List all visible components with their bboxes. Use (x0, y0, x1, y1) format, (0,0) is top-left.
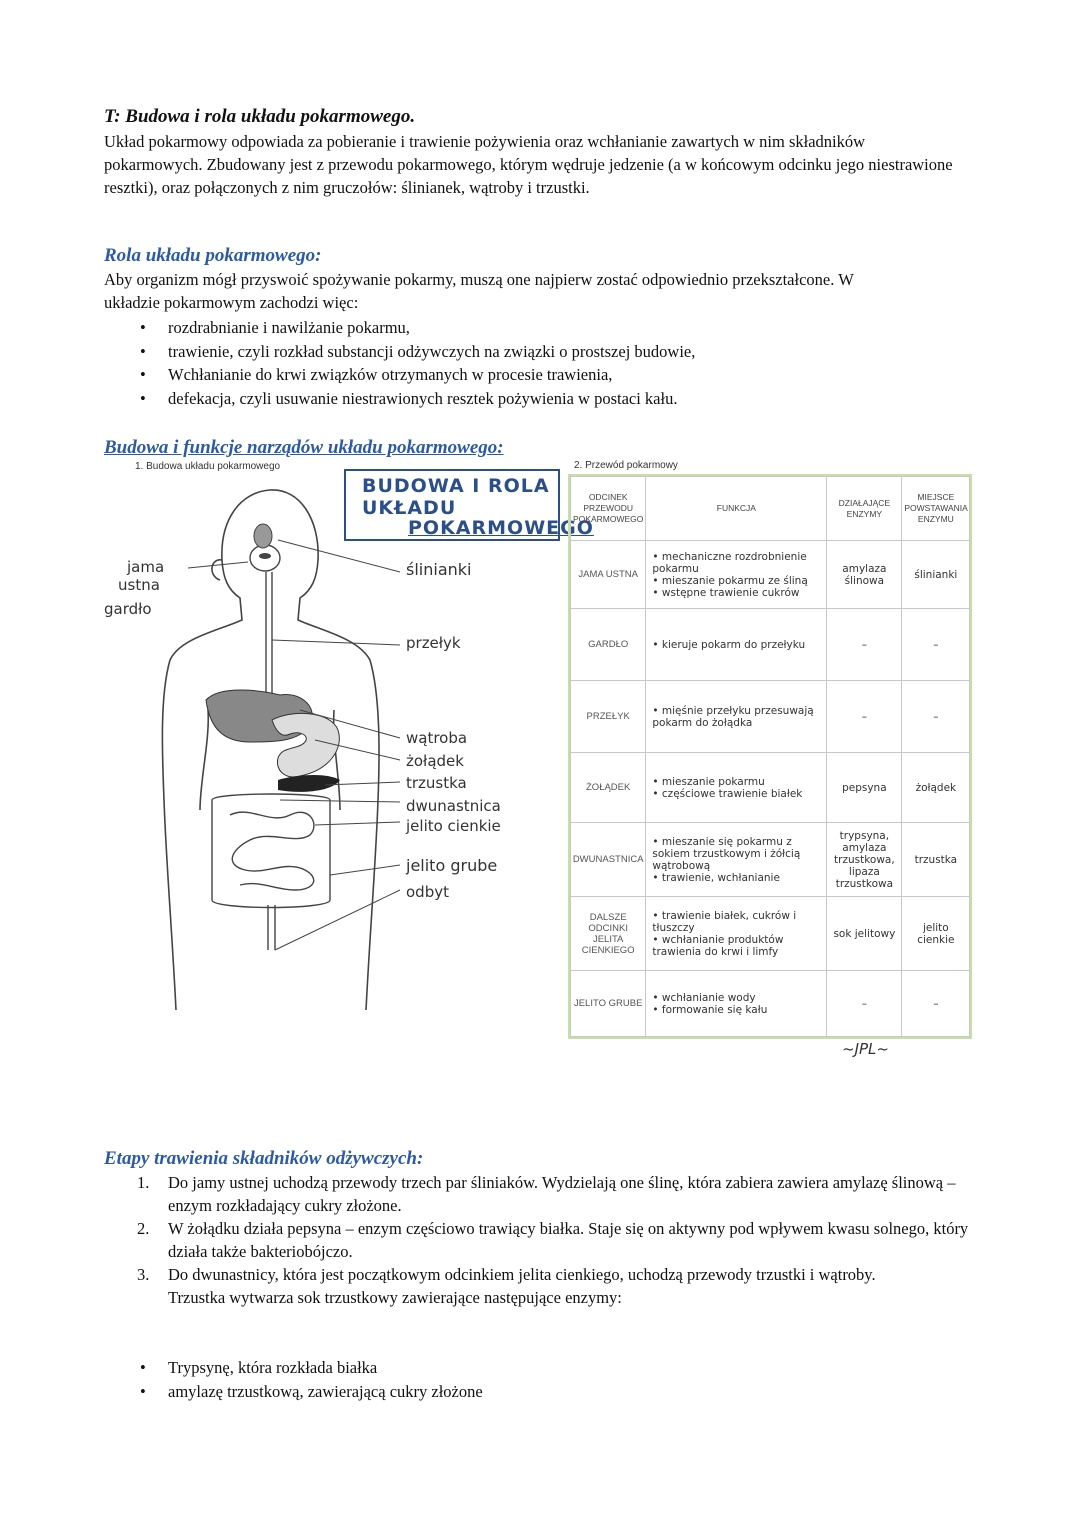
page-title: T: Budowa i rola układu pokarmowego. (104, 106, 416, 127)
tongue (259, 553, 271, 559)
diagram-caption: 1. Budowa układu pokarmowego (135, 461, 281, 472)
enzymes-list (104, 1356, 964, 1403)
label-watroba: wątroba (406, 729, 468, 747)
item-number: 2. (137, 1219, 150, 1238)
stages-heading: Etapy trawienia składników odżywczych: (104, 1148, 424, 1169)
intro-paragraph: Układ pokarmowy odpowiada za pobieranie i trawienie pożywienia oraz wchłanianie zawartych w nim składników pokarmowych. Zbudowany jest z przewodu pokarmowego, którym wędruje jedzenie (a w końcowym odcinku jego niestrawione resztki), oraz połączonych z nim gruczołów: ślinianek, wątroby i trzustki. (104, 132, 953, 197)
box-title-line-2: UKŁADU (362, 497, 457, 519)
label-jama: jama (127, 558, 165, 576)
list-item: • trawienie, czyli rozkład substancji odżywczych na związki o prostszej budowie, (104, 340, 964, 364)
place-cell: – (902, 681, 970, 753)
list-item (104, 1171, 984, 1217)
pancreas (278, 775, 340, 792)
body-outline (162, 490, 379, 1010)
segment-cell: PRZEŁYK (571, 681, 646, 753)
label-slinianki: ślinianki (406, 560, 472, 579)
segment-cell: DWUNASTNICA (571, 823, 646, 897)
intestines (212, 794, 330, 950)
function-cell (646, 971, 827, 1037)
enzyme-cell: – (827, 971, 902, 1037)
box-title-line-1: BUDOWA I ROLA (362, 475, 550, 497)
place-cell: – (902, 971, 970, 1037)
function-line: • mieszanie się pokarmu z sokiem trzustkowym i żółcią wątrobową (652, 835, 801, 872)
enzyme-table (570, 476, 970, 1037)
place-cell: żołądek (902, 753, 970, 823)
function-line: • mięśnie przełyku przesuwają pokarm do żołądka (652, 704, 814, 729)
table-header: ODCINEK PRZEWODU POKARMOWEGO (571, 477, 646, 541)
function-line: • mechaniczne rozdrobnienie pokarmu (652, 550, 807, 575)
structure-heading: Budowa i funkcje narządów układu pokarmowego: (104, 437, 504, 458)
item-text: Do jamy ustnej uchodzą przewody trzech par śliniaków. Wydzielają one ślinę, która zabiera zawiera amylazę ślinową – enzym rozkładający cukry złożone. (168, 1173, 956, 1215)
function-line: • wstępne trawienie cukrów (652, 586, 800, 599)
label-jelito-grube: jelito grube (406, 856, 498, 875)
segment-cell: ŻOŁĄDEK (571, 753, 646, 823)
list-item (104, 1217, 984, 1263)
function-cell (646, 541, 827, 609)
role-list (104, 316, 964, 410)
enzyme-table-frame (568, 474, 972, 1039)
segment-cell: GARDŁO (571, 609, 646, 681)
function-cell (646, 823, 827, 897)
list-item: • Trypsynę, która rozkłada białka (104, 1356, 964, 1380)
list-item: • defekacja, czyli usuwanie niestrawionych resztek pożywienia w postaci kału. (104, 387, 964, 411)
label-przelyk: przełyk (406, 634, 461, 652)
box-title-line-3: POKARMOWEGO (408, 517, 594, 539)
segment-cell: DALSZE ODCINKI JELITA CIENKIEGO (571, 897, 646, 971)
table-row (571, 609, 970, 681)
segment-cell: JAMA USTNA (571, 541, 646, 609)
function-cell (646, 681, 827, 753)
function-line: • mieszanie pokarmu ze śliną (652, 574, 808, 587)
function-cell (646, 897, 827, 971)
enzyme-cell: sok jelitowy (827, 897, 902, 971)
salivary-gland (254, 524, 272, 548)
stomach (272, 713, 339, 776)
table-header: MIEJSCE POWSTAWANIA ENZYMU (902, 477, 970, 541)
place-cell: jelito cienkie (902, 897, 970, 971)
table-header: DZIAŁAJĄCE ENZYMY (827, 477, 902, 541)
place-cell: ślinianki (902, 541, 970, 609)
list-item (104, 1263, 984, 1286)
enzyme-cell: – (827, 681, 902, 753)
enzyme-cell: – (827, 609, 902, 681)
table-header: FUNKCJA (646, 477, 827, 541)
label-gardlo: gardło (104, 600, 152, 618)
function-cell (646, 753, 827, 823)
enzyme-cell: pepsyna (827, 753, 902, 823)
table-row (571, 971, 970, 1037)
label-jelito-cienkie: jelito cienkie (406, 817, 501, 835)
stages-list (104, 1171, 984, 1309)
function-line: • wchłanianie wody (652, 991, 756, 1004)
table-caption: 2. Przewód pokarmowy (574, 460, 678, 471)
function-line: • formowanie się kału (652, 1003, 768, 1016)
pancreas-text: Trzustka wytwarza sok trzustkowy zawierające następujące enzymy: (168, 1288, 622, 1307)
table-row (571, 681, 970, 753)
function-line: • częściowe trawienie białek (652, 787, 803, 800)
function-cell (646, 609, 827, 681)
place-cell: – (902, 609, 970, 681)
segment-cell: JELITO GRUBE (571, 971, 646, 1037)
function-line: • trawienie białek, cukrów i tłuszczy (652, 909, 797, 934)
function-line: • trawienie, wchłanianie (652, 871, 780, 884)
label-zoladek: żołądek (406, 752, 464, 770)
function-line: • kieruje pokarm do przełyku (652, 638, 806, 651)
label-ustna: ustna (118, 576, 160, 594)
item-number: 1. (137, 1173, 150, 1192)
signature-text: JPL (854, 1040, 877, 1058)
place-cell: trzustka (902, 823, 970, 897)
enzyme-cell: amylaza ślinowa (827, 541, 902, 609)
list-item: • amylazę trzustkową, zawierającą cukry złożone (104, 1380, 964, 1404)
role-text: Aby organizm mógł przyswoić spożywanie pokarmy, muszą one najpierw zostać odpowiednio przekształcone. W układzie pokarmowym zachodzi więc: (104, 270, 854, 312)
table-row (571, 823, 970, 897)
enzyme-cell: trypsyna, amylaza trzustkowa, lipaza trzustkowa (827, 823, 902, 897)
label-dwunastnica: dwunastnica (406, 797, 501, 815)
item-number: 3. (137, 1265, 150, 1284)
label-leader-lines (188, 540, 400, 950)
digestive-system-illustration (100, 480, 540, 1040)
table-row (571, 541, 970, 609)
item-text: Do dwunastnicy, która jest początkowym odcinkiem jelita cienkiego, uchodzą przewody trzustki i wątroby. (168, 1265, 876, 1284)
list-item: • Wchłanianie do krwi związków otrzymanych w procesie trawienia, (104, 363, 964, 387)
author-signature: ~JPL~ (842, 1040, 889, 1058)
list-item: • rozdrabnianie i nawilżanie pokarmu, (104, 316, 964, 340)
item-text: W żołądku działa pepsyna – enzym częściowo trawiący białka. Staje się on aktywny pod wpływem kwasu solnego, który działa także bakteriobójczo. (168, 1219, 969, 1261)
function-line: • mieszanie pokarmu (652, 775, 765, 788)
table-row (571, 753, 970, 823)
table-row (571, 897, 970, 971)
function-line: • wchłanianie produktów trawienia do krwi i limfy (652, 933, 784, 958)
role-heading: Rola układu pokarmowego: (104, 245, 322, 266)
label-odbyt: odbyt (406, 883, 449, 901)
label-trzustka: trzustka (406, 774, 467, 792)
